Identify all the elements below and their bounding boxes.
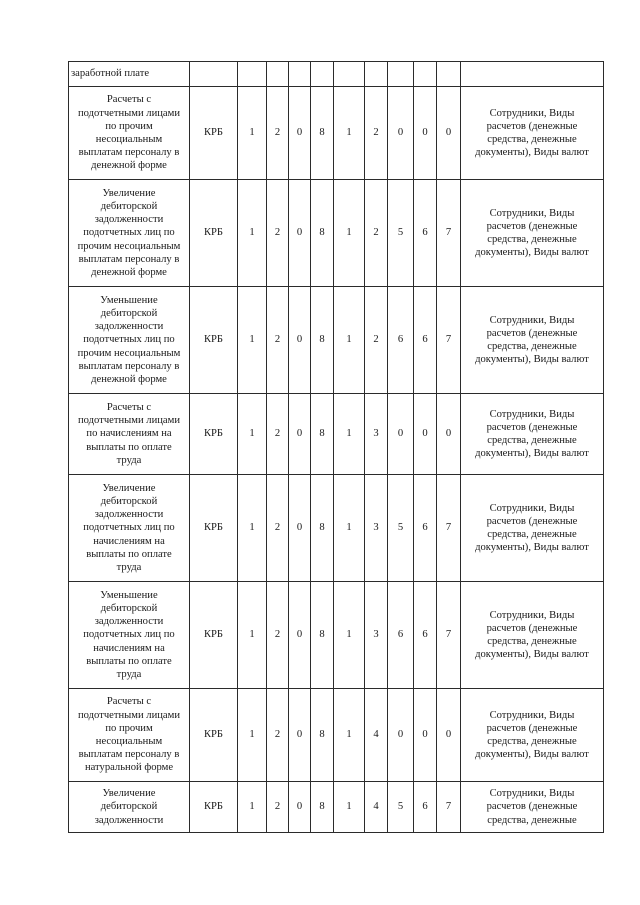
account-digit-cell: 2 [365, 287, 388, 394]
analytics-description-line: Сотрудники, Виды [489, 502, 575, 514]
account-code-cell: КРБ [190, 475, 238, 582]
account-name-line: подотчетными лицами [77, 415, 180, 427]
analytics-description-cell [461, 87, 604, 180]
account-digit-cell: 1 [334, 180, 365, 287]
analytics-description-line: средства, денежные [487, 636, 577, 647]
analytics-description-line: средства, денежные [487, 435, 577, 446]
account-name-cell [69, 62, 190, 87]
account-digit-cell: 1 [238, 394, 267, 475]
account-name-line: подотчетных лиц по [83, 334, 175, 346]
analytics-description-line: средства, денежные [487, 529, 577, 540]
account-name-line: Расчеты с [106, 401, 152, 413]
account-digit-cell: 1 [238, 287, 267, 394]
account-name-line: денежной форме [91, 267, 167, 278]
analytics-description-line: документы), Виды валют [475, 542, 589, 554]
account-digit-cell: 2 [267, 475, 289, 582]
account-digit-cell [437, 62, 461, 87]
analytics-description-cell [461, 287, 604, 394]
analytics-description-line: средства, денежные [487, 134, 577, 145]
account-name-line: несоциальным [95, 134, 163, 145]
account-digit-cell: 0 [289, 782, 311, 833]
account-name-line: натуральной форме [84, 762, 174, 774]
analytics-description-line: документы), Виды валют [475, 247, 589, 259]
account-name-line: труда [116, 454, 142, 466]
account-name-line: труда [116, 669, 142, 680]
account-digit-cell: 5 [388, 475, 414, 582]
account-digit-cell [388, 62, 414, 87]
account-digit-cell: 2 [267, 394, 289, 475]
analytics-description-line: средства, денежные [487, 234, 577, 245]
account-name-line: денежной форме [91, 160, 167, 172]
account-digit-cell: 0 [414, 87, 437, 180]
account-name-line: выплатам персоналу в [78, 360, 180, 372]
account-digit-cell: 8 [311, 394, 334, 475]
account-code-cell: КРБ [190, 582, 238, 689]
account-digit-cell: 2 [267, 689, 289, 782]
account-digit-cell: 3 [365, 394, 388, 475]
account-digit-cell: 0 [388, 689, 414, 782]
account-digit-cell: 1 [334, 689, 365, 782]
account-code-cell [190, 62, 238, 87]
account-name-line: по начислениям на [86, 428, 172, 440]
account-digit-cell [334, 62, 365, 87]
account-name-cell [69, 394, 190, 475]
account-name-line: Увеличение [102, 482, 156, 494]
account-digit-cell: 1 [238, 782, 267, 833]
analytics-description-line: Сотрудники, Виды [489, 207, 575, 219]
account-digit-cell: 0 [289, 689, 311, 782]
analytics-description-line: Сотрудники, Виды [489, 314, 575, 326]
account-name-line: подотчетных лиц по [83, 629, 175, 641]
analytics-description-line: Сотрудники, Виды [489, 788, 575, 800]
account-name-line: подотчетными лицами [77, 107, 180, 119]
analytics-description-line: документы), Виды валют [475, 749, 589, 761]
account-name-line: Уменьшение [100, 589, 158, 601]
account-digit-cell: 0 [388, 87, 414, 180]
account-digit-cell: 1 [334, 782, 365, 833]
account-code-cell: КРБ [190, 287, 238, 394]
account-name-line: Увеличение [102, 187, 156, 199]
account-digit-cell: 2 [267, 287, 289, 394]
account-digit-cell: 0 [289, 582, 311, 689]
account-digit-cell: 0 [289, 180, 311, 287]
account-name-line: дебиторской [100, 602, 158, 614]
account-digit-cell: 0 [289, 475, 311, 582]
table-row [69, 180, 604, 287]
analytics-description-line: средства, денежные [487, 341, 577, 352]
account-name-line: задолженности [94, 616, 164, 628]
account-name-line: прочим несоциальным [77, 240, 181, 252]
account-digit-cell: 0 [414, 689, 437, 782]
account-digit-cell: 7 [437, 782, 461, 833]
account-name-cell [69, 87, 190, 180]
account-digit-cell: 6 [414, 287, 437, 394]
account-digit-cell: 6 [388, 287, 414, 394]
account-name-line: Расчеты с [106, 94, 152, 106]
account-name-cell [69, 287, 190, 394]
account-name-cell [69, 180, 190, 287]
analytics-description-cell [461, 180, 604, 287]
account-digit-cell: 1 [334, 582, 365, 689]
analytics-description-line: расчетов (денежные [486, 120, 578, 132]
account-digit-cell: 6 [414, 782, 437, 833]
account-code-cell: КРБ [190, 782, 238, 833]
account-digit-cell: 7 [437, 180, 461, 287]
account-digit-cell: 8 [311, 287, 334, 394]
account-digit-cell: 8 [311, 689, 334, 782]
table-row [69, 62, 604, 87]
account-code-cell: КРБ [190, 87, 238, 180]
account-name-line: по прочим [105, 722, 153, 734]
account-digit-cell: 0 [289, 394, 311, 475]
accounts-table [68, 61, 604, 833]
account-name-line: Расчеты с [106, 696, 152, 708]
account-digit-cell [238, 62, 267, 87]
account-digit-cell: 8 [311, 180, 334, 287]
account-name-line: Уменьшение [100, 294, 158, 306]
account-digit-cell: 5 [388, 180, 414, 287]
account-name-line: задолженности [94, 509, 164, 521]
table-row [69, 475, 604, 582]
account-digit-cell: 8 [311, 582, 334, 689]
account-digit-cell: 1 [334, 87, 365, 180]
account-name-line: выплатам персоналу в [78, 253, 180, 265]
account-digit-cell: 6 [414, 582, 437, 689]
analytics-description-line: документы), Виды валют [475, 147, 589, 159]
account-digit-cell: 0 [414, 394, 437, 475]
account-name-line: дебиторской [100, 200, 158, 212]
account-name-line: подотчетных лиц по [83, 522, 175, 534]
analytics-description-line: расчетов (денежные [486, 327, 578, 339]
analytics-description-line: Сотрудники, Виды [489, 609, 575, 621]
account-digit-cell: 4 [365, 782, 388, 833]
account-digit-cell: 0 [437, 689, 461, 782]
account-digit-cell: 6 [388, 582, 414, 689]
account-name-line: начислениям на [93, 535, 165, 547]
analytics-description-cell [461, 782, 604, 833]
table-row [69, 582, 604, 689]
analytics-description-cell [461, 689, 604, 782]
account-name-line: дебиторской [100, 307, 158, 319]
account-name-line: выплаты по оплате [86, 548, 172, 560]
account-code-cell: КРБ [190, 689, 238, 782]
analytics-description-line: расчетов (денежные [486, 722, 578, 734]
account-digit-cell: 2 [267, 87, 289, 180]
account-name-line: задолженности [94, 214, 164, 226]
analytics-description-line: документы), Виды валют [475, 649, 589, 661]
analytics-description-line: расчетов (денежные [486, 801, 578, 813]
account-digit-cell: 2 [267, 782, 289, 833]
account-digit-cell: 7 [437, 582, 461, 689]
account-name-cell [69, 582, 190, 689]
account-digit-cell [267, 62, 289, 87]
account-digit-cell: 2 [365, 87, 388, 180]
account-name-line: несоциальным [95, 736, 163, 747]
table-row [69, 394, 604, 475]
account-name-line: дебиторской [100, 801, 158, 813]
table-row [69, 87, 604, 180]
account-digit-cell: 1 [238, 180, 267, 287]
account-digit-cell: 6 [414, 180, 437, 287]
account-digit-cell: 1 [334, 475, 365, 582]
account-digit-cell: 2 [365, 180, 388, 287]
account-name-line: выплаты по оплате [86, 441, 172, 453]
account-digit-cell: 3 [365, 582, 388, 689]
account-name-line: денежной форме [91, 374, 167, 385]
analytics-description-line: расчетов (денежные [486, 622, 578, 634]
table-row [69, 287, 604, 394]
account-name-line: выплатам персоналу в [78, 749, 180, 761]
account-digit-cell: 1 [238, 689, 267, 782]
account-name-line: выплатам персоналу в [78, 147, 180, 159]
account-name-line: задолженности [94, 321, 164, 333]
account-name-line: прочим несоциальным [77, 347, 181, 359]
account-name-cell [69, 475, 190, 582]
account-digit-cell: 3 [365, 475, 388, 582]
account-name-cell [69, 689, 190, 782]
account-digit-cell: 7 [437, 287, 461, 394]
account-name-line: дебиторской [100, 495, 158, 507]
account-digit-cell: 6 [414, 475, 437, 582]
analytics-description-line: документы), Виды валют [475, 448, 589, 460]
account-digit-cell: 0 [289, 287, 311, 394]
account-name-line: выплаты по оплате [86, 655, 172, 667]
account-digit-cell: 0 [388, 394, 414, 475]
account-name-line: заработной плате [71, 68, 150, 80]
analytics-description-line: средства, денежные [487, 736, 577, 747]
account-digit-cell [289, 62, 311, 87]
table-row [69, 782, 604, 833]
account-digit-cell: 0 [437, 394, 461, 475]
account-digit-cell: 2 [267, 180, 289, 287]
analytics-description-cell [461, 62, 604, 87]
account-digit-cell: 1 [238, 87, 267, 180]
account-digit-cell: 0 [437, 87, 461, 180]
analytics-description-cell [461, 394, 604, 475]
account-digit-cell: 2 [267, 582, 289, 689]
analytics-description-line: расчетов (денежные [486, 421, 578, 433]
account-digit-cell: 1 [238, 582, 267, 689]
analytics-description-line: Сотрудники, Виды [489, 709, 575, 721]
account-digit-cell: 8 [311, 475, 334, 582]
account-digit-cell: 1 [238, 475, 267, 582]
analytics-description-line: расчетов (денежные [486, 220, 578, 232]
analytics-description-line: Сотрудники, Виды [489, 408, 575, 420]
analytics-description-cell [461, 582, 604, 689]
account-digit-cell: 1 [334, 394, 365, 475]
account-digit-cell: 0 [289, 87, 311, 180]
account-digit-cell: 7 [437, 475, 461, 582]
analytics-description-line: документы), Виды валют [475, 354, 589, 366]
account-digit-cell: 8 [311, 87, 334, 180]
account-name-line: труда [116, 562, 142, 573]
analytics-description-line: расчетов (денежные [486, 515, 578, 527]
account-code-cell: КРБ [190, 180, 238, 287]
account-digit-cell: 8 [311, 782, 334, 833]
account-digit-cell: 4 [365, 689, 388, 782]
account-name-line: Увеличение [102, 788, 156, 800]
table-row [69, 689, 604, 782]
account-digit-cell [311, 62, 334, 87]
account-digit-cell: 1 [334, 287, 365, 394]
account-code-cell: КРБ [190, 394, 238, 475]
analytics-description-cell [461, 475, 604, 582]
account-name-cell [69, 782, 190, 833]
account-digit-cell [365, 62, 388, 87]
account-name-line: задолженности [94, 814, 164, 826]
account-digit-cell: 5 [388, 782, 414, 833]
account-name-line: подотчетных лиц по [83, 227, 175, 239]
account-name-line: начислениям на [93, 642, 165, 654]
table-body [69, 62, 604, 833]
analytics-description-line: Сотрудники, Виды [489, 107, 575, 119]
account-digit-cell [414, 62, 437, 87]
analytics-description-line: средства, денежные [487, 814, 577, 826]
account-name-line: подотчетными лицами [77, 709, 180, 721]
account-name-line: по прочим [105, 120, 153, 132]
